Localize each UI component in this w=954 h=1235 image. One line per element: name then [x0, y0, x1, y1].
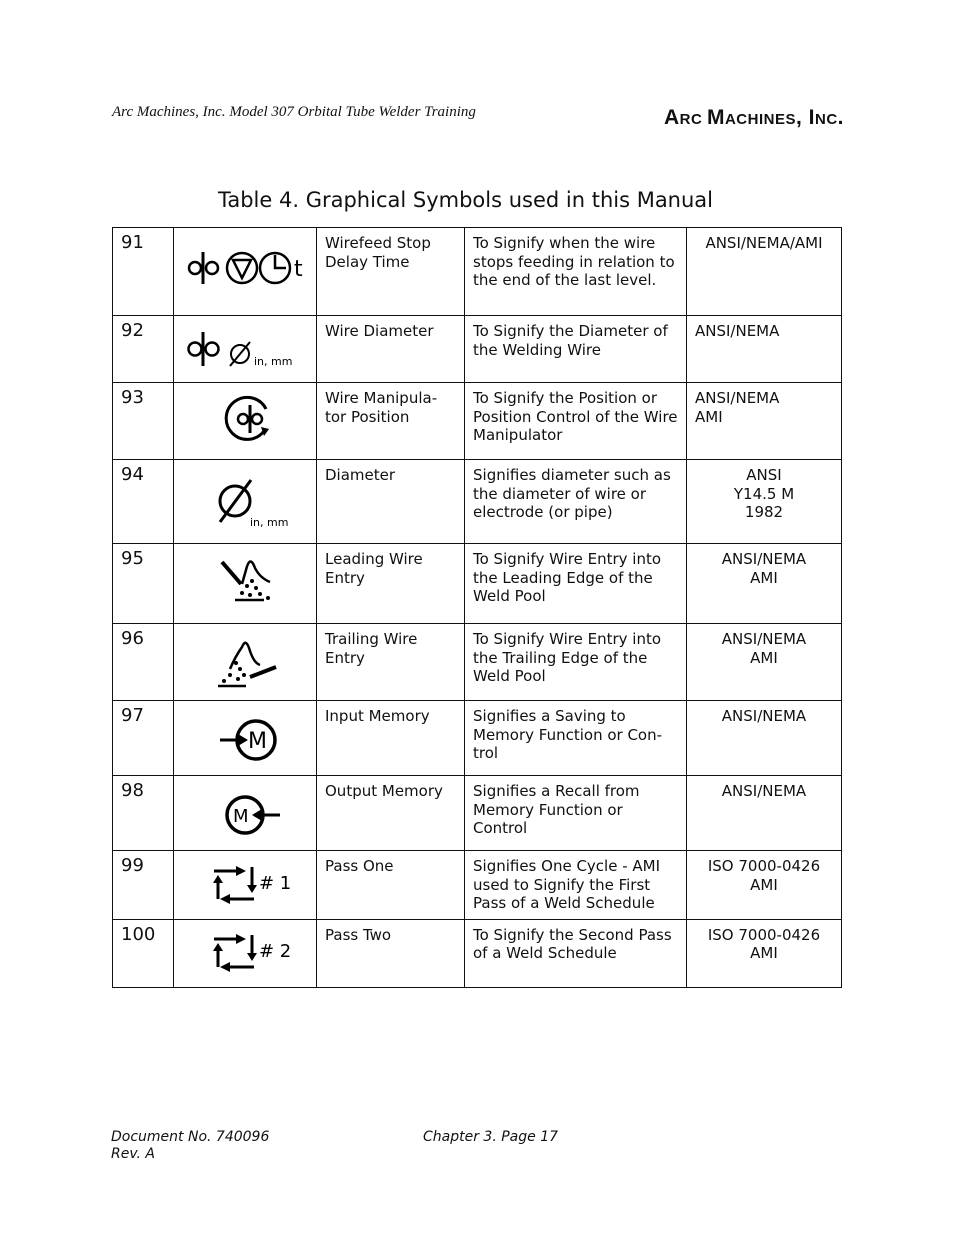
symbol-cell [174, 383, 317, 460]
diameter-icon [180, 464, 310, 534]
t-label: t [294, 257, 303, 283]
document-number: Document No. 740096 [111, 1129, 270, 1145]
symbol-name: Wirefeed Stop Delay Time [317, 228, 465, 316]
wire-manipulator-position-icon [180, 389, 310, 449]
leading-wire-entry-icon [180, 548, 310, 614]
table-row [113, 851, 842, 920]
revision: Rev. A [111, 1146, 155, 1162]
symbol-standard: ANSI/NEMA AMI [687, 624, 842, 701]
symbol-name: Trailing Wire Entry [317, 624, 465, 701]
pass-two-icon [180, 923, 310, 979]
pass-label: # 1 [259, 872, 292, 894]
row-number: 98 [113, 776, 174, 851]
symbol-name: Input Memory [317, 701, 465, 776]
pass-one-icon [180, 855, 310, 911]
symbol-name: Leading Wire Entry [317, 544, 465, 624]
row-number: 92 [113, 316, 174, 383]
symbol-cell [174, 316, 317, 383]
input-memory-icon [180, 706, 310, 766]
brand-logo: ARC MACHINES, INC. [663, 106, 844, 129]
symbol-standard: ANSI/NEMA/AMI [687, 228, 842, 316]
symbols-table [112, 227, 842, 988]
symbol-cell [174, 544, 317, 624]
symbol-description: Signifies a Recall from Memory Function or Control [465, 776, 687, 851]
row-number: 100 [113, 919, 174, 987]
symbol-name: Wire Manipula- tor Position [317, 383, 465, 460]
row-number: 99 [113, 851, 174, 920]
symbol-description: To Signify Wire Entry into the Trailing Edge of the Weld Pool [465, 624, 687, 701]
row-number: 96 [113, 624, 174, 701]
symbol-description: To Signify the Position or Position Control of the Wire Manipulator [465, 383, 687, 460]
symbol-description: Signifies One Cycle - AMI used to Signify the First Pass of a Weld Schedule [465, 851, 687, 920]
symbol-cell [174, 624, 317, 701]
symbol-description: Signifies a Saving to Memory Function or Con- trol [465, 701, 687, 776]
symbol-standard: ISO 7000-0426 AMI [687, 851, 842, 920]
row-number: 97 [113, 701, 174, 776]
symbol-standard: ANSI/NEMA [687, 701, 842, 776]
pass-label: # 2 [259, 940, 292, 962]
symbol-name: Diameter [317, 460, 465, 544]
symbol-standard: ANSI/NEMA [687, 316, 842, 383]
symbol-name: Pass One [317, 851, 465, 920]
m-label: M [233, 805, 249, 827]
symbol-cell [174, 919, 317, 987]
symbol-description: To Signify Wire Entry into the Leading Edge of the Weld Pool [465, 544, 687, 624]
symbol-cell [174, 851, 317, 920]
table-row [113, 316, 842, 383]
symbol-standard: ANSI/NEMA AMI [687, 544, 842, 624]
m-label: M [248, 728, 267, 754]
trailing-wire-entry-icon [180, 627, 310, 693]
wire-diameter-icon [180, 322, 310, 372]
row-number: 93 [113, 383, 174, 460]
table-row [113, 228, 842, 316]
symbol-description: Signifies diameter such as the diameter of wire or electrode (or pipe) [465, 460, 687, 544]
table-row [113, 776, 842, 851]
header-title: Arc Machines, Inc. Model 307 Orbital Tube Welder Training [112, 104, 476, 120]
table-row [113, 383, 842, 460]
symbol-cell [174, 701, 317, 776]
table-row [113, 919, 842, 987]
symbol-standard: ANSI Y14.5 M 1982 [687, 460, 842, 544]
table-row [113, 544, 842, 624]
output-memory-icon [180, 781, 310, 841]
symbol-cell [174, 228, 317, 316]
row-number: 94 [113, 460, 174, 544]
symbol-description: To Signify when the wire stops feeding in relation to the end of the last level. [465, 228, 687, 316]
table-row [113, 460, 842, 544]
symbol-description: To Signify the Diameter of the Welding Wire [465, 316, 687, 383]
in-mm-label: in, mm [254, 354, 293, 368]
row-number: 95 [113, 544, 174, 624]
symbol-name: Output Memory [317, 776, 465, 851]
symbol-standard: ISO 7000-0426 AMI [687, 919, 842, 987]
footer-document-info [111, 1129, 269, 1163]
in-mm-label: in, mm [250, 516, 289, 530]
wirefeed-stop-delay-icon [180, 244, 310, 294]
table-row [113, 624, 842, 701]
symbol-name: Pass Two [317, 919, 465, 987]
symbol-cell [174, 776, 317, 851]
symbol-name: Wire Diameter [317, 316, 465, 383]
symbol-standard: ANSI/NEMA AMI [687, 383, 842, 460]
row-number: 91 [113, 228, 174, 316]
page-number: Chapter 3. Page 17 [423, 1129, 559, 1145]
table-row [113, 701, 842, 776]
symbol-standard: ANSI/NEMA [687, 776, 842, 851]
symbol-description: To Signify the Second Pass of a Weld Schedule [465, 919, 687, 987]
symbol-cell [174, 460, 317, 544]
